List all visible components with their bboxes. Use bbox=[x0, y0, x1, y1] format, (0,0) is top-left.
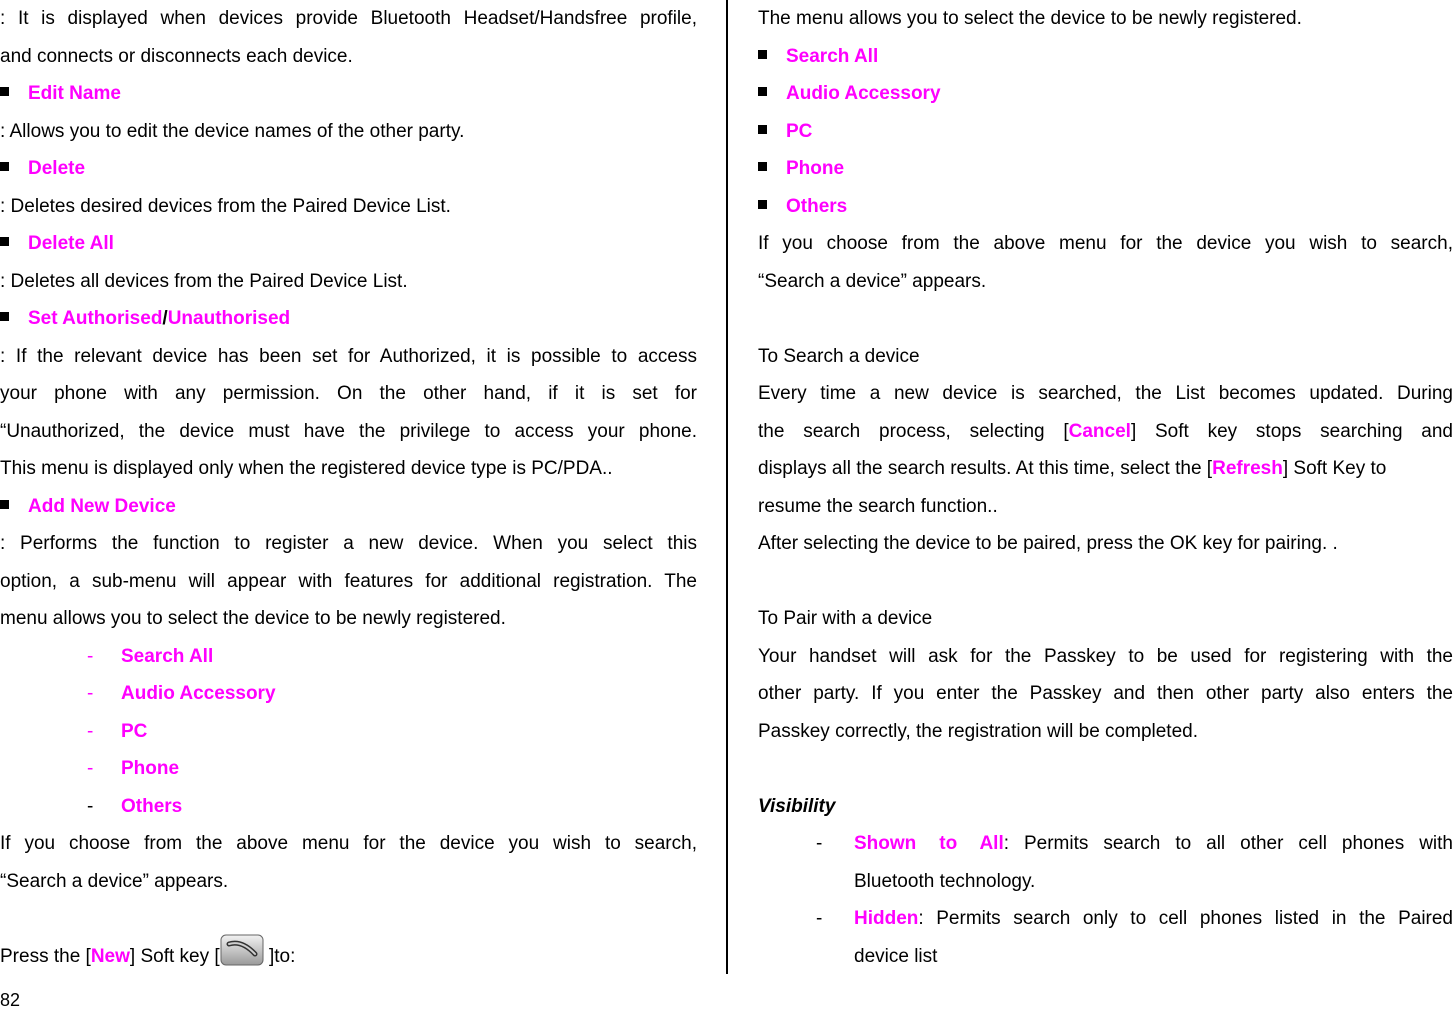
text-segment: the search process, selecting [ bbox=[758, 420, 1069, 442]
dash-marker: - bbox=[87, 795, 94, 817]
option-description: : Permits search to all other cell phones with bbox=[1003, 833, 1453, 854]
text-segment: ] Soft Key to bbox=[1282, 458, 1387, 479]
square-bullet-icon bbox=[0, 312, 9, 321]
text-line: Every time a new device is searched, the List becomes updated. During bbox=[758, 383, 1453, 404]
section-title-visibility: Visibility bbox=[758, 795, 836, 817]
menu-item-add-new-device bbox=[0, 488, 697, 526]
text-line bbox=[758, 863, 1453, 901]
text-line: Your handset will ask for the Passkey to be used for registering with the bbox=[758, 645, 1453, 667]
text-line: : Deletes desired devices from the Paired Device List. bbox=[0, 195, 451, 217]
sub-item-audio-accessory bbox=[0, 675, 697, 713]
menu-item-label: Delete bbox=[28, 158, 86, 179]
sub-item-label: Others bbox=[121, 795, 183, 817]
text-segment: displays all the search results. At this time, select the [ bbox=[758, 458, 1213, 479]
menu-item-delete-all bbox=[0, 225, 697, 263]
menu-item-phone bbox=[758, 150, 1453, 188]
option-label: Shown to All bbox=[854, 833, 1004, 854]
menu-item-label: Edit Name bbox=[28, 83, 121, 104]
sub-item-search-all bbox=[0, 638, 697, 676]
option-description: device list bbox=[854, 945, 938, 967]
menu-item-label: Phone bbox=[786, 158, 845, 179]
text-line: : If the relevant device has been set for Authorized, it is possible to access bbox=[0, 345, 697, 367]
soft-key-icon bbox=[220, 934, 264, 966]
press-new-line bbox=[0, 938, 697, 976]
menu-item-label: Search All bbox=[786, 45, 879, 67]
menu-item-label: Set Authorised bbox=[28, 308, 163, 329]
text-line: This menu is displayed only when the registered device type is PC/PDA.. bbox=[0, 458, 613, 479]
square-bullet-icon bbox=[758, 200, 767, 209]
option-description: : Permits search only to cell phones listed in the Paired bbox=[918, 908, 1453, 929]
text-line: “Search a device” appears. bbox=[758, 270, 987, 292]
slash-separator: / bbox=[162, 308, 168, 329]
text-line: : Deletes all devices from the Paired Device List. bbox=[0, 270, 408, 292]
text-line: Passkey correctly, the registration will be completed. bbox=[758, 720, 1198, 742]
menu-item-audio-accessory bbox=[758, 75, 1453, 113]
text-line: “Unauthorized, the device must have the privilege to access your phone. bbox=[0, 420, 697, 442]
text-line: and connects or disconnects each device. bbox=[0, 45, 353, 67]
text-line: “Search a device” appears. bbox=[0, 870, 229, 892]
new-key-label: New bbox=[90, 945, 130, 967]
section-title-pair: To Pair with a device bbox=[758, 608, 933, 629]
text-line: : Allows you to edit the device names of the other party. bbox=[0, 120, 465, 142]
text-line: : It is displayed when devices provide Bluetooth Headset/Handsfree profile, bbox=[0, 8, 697, 29]
square-bullet-icon bbox=[758, 50, 767, 59]
square-bullet-icon bbox=[0, 500, 9, 509]
text-line: If you choose from the above menu for the device you wish to search, bbox=[758, 233, 1453, 254]
dash-marker: - bbox=[816, 833, 823, 854]
column-divider bbox=[726, 0, 728, 974]
menu-item-label: Unauthorised bbox=[167, 308, 291, 329]
menu-item-label: PC bbox=[786, 120, 813, 142]
option-line bbox=[854, 825, 1453, 863]
text-line-refresh bbox=[758, 450, 1453, 488]
visibility-hidden bbox=[758, 900, 1453, 938]
cancel-key-label: Cancel bbox=[1068, 420, 1131, 442]
square-bullet-icon bbox=[758, 87, 767, 96]
sub-item-others bbox=[0, 788, 697, 826]
text-line: option, a sub-menu will appear with features for additional registration. The bbox=[0, 570, 697, 592]
text-line: After selecting the device to be paired, press the OK key for pairing. . bbox=[758, 533, 1338, 554]
text-segment: ] Soft key [ bbox=[129, 945, 220, 967]
menu-item-delete bbox=[0, 150, 697, 188]
text-line: The menu allows you to select the device to be newly registered. bbox=[758, 8, 1302, 29]
text-line: menu allows you to select the device to be newly registered. bbox=[0, 608, 506, 629]
text-segment: ]to: bbox=[263, 945, 296, 967]
page-number: 82 bbox=[0, 990, 21, 1010]
sub-item-label: Phone bbox=[121, 758, 180, 779]
menu-item-label: Others bbox=[786, 195, 848, 217]
text-line: If you choose from the above menu for the device you wish to search, bbox=[0, 833, 697, 854]
text-segment: ] Soft key stops searching and bbox=[1130, 420, 1453, 442]
dash-marker: - bbox=[87, 645, 94, 667]
text-segment: Press the [ bbox=[0, 945, 91, 967]
sub-item-label: PC bbox=[121, 720, 148, 742]
text-line: your phone with any permission. On the other hand, if it is set for bbox=[0, 383, 697, 404]
text-line: other party. If you enter the Passkey and then other party also enters the bbox=[758, 683, 1453, 704]
sub-item-pc bbox=[0, 713, 697, 751]
option-description: Bluetooth technology. bbox=[854, 870, 1036, 892]
menu-item-edit-name bbox=[0, 75, 697, 113]
menu-item-label: Delete All bbox=[28, 233, 114, 254]
dash-marker: - bbox=[87, 683, 94, 704]
menu-item-label: Add New Device bbox=[28, 495, 176, 517]
visibility-shown-to-all bbox=[758, 825, 1453, 863]
menu-item-label: Audio Accessory bbox=[786, 83, 941, 104]
option-label: Hidden bbox=[854, 908, 919, 929]
dash-marker: - bbox=[87, 720, 94, 742]
text-segment bbox=[758, 413, 1453, 451]
refresh-key-label: Refresh bbox=[1212, 458, 1283, 479]
square-bullet-icon bbox=[0, 237, 9, 246]
text-line bbox=[758, 938, 1453, 976]
dash-marker: - bbox=[87, 758, 94, 779]
square-bullet-icon bbox=[758, 125, 767, 134]
section-title-search: To Search a device bbox=[758, 345, 920, 367]
sub-item-label: Audio Accessory bbox=[121, 683, 276, 704]
text-line: resume the search function.. bbox=[758, 495, 998, 517]
square-bullet-icon bbox=[758, 162, 767, 171]
text-line: : Performs the function to register a new device. When you select this bbox=[0, 533, 697, 554]
square-bullet-icon bbox=[0, 162, 9, 171]
sub-item-phone bbox=[0, 750, 697, 788]
menu-item-search-all bbox=[758, 38, 1453, 76]
menu-item-pc bbox=[758, 113, 1453, 151]
text-line-cancel bbox=[758, 413, 1453, 451]
square-bullet-icon bbox=[0, 87, 9, 96]
menu-item-others bbox=[758, 188, 1453, 226]
sub-item-label: Search All bbox=[121, 645, 214, 667]
dash-marker: - bbox=[816, 908, 823, 929]
option-line bbox=[854, 900, 1453, 938]
menu-item-set-authorised bbox=[0, 300, 697, 338]
